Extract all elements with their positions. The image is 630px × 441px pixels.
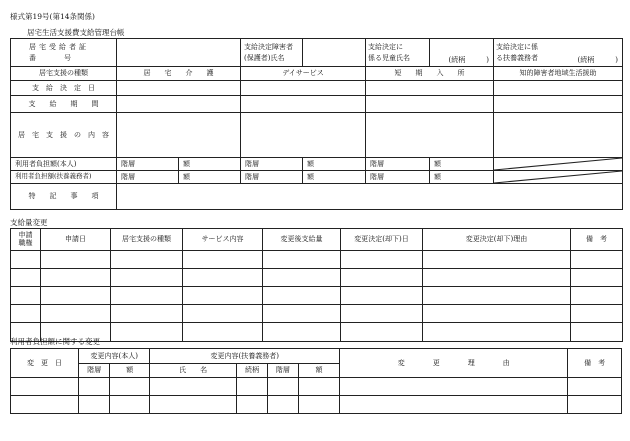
table-cell[interactable] (41, 287, 111, 305)
user-change-label: 変更内容(本人) (79, 349, 150, 364)
child-relation-label: (続柄 ) (448, 55, 489, 64)
guardian-cell[interactable]: 支給決定に係 る扶養義務者 (続柄 ) (494, 39, 623, 67)
table-cell[interactable] (150, 396, 237, 414)
notes-label: 特 記 事 項 (11, 184, 117, 210)
service-type-home-care: 居 宅 介 護 (117, 67, 241, 81)
table-cell[interactable] (568, 396, 622, 414)
new-quantity-header: 変更後支給量 (263, 229, 341, 251)
table-cell[interactable] (571, 287, 623, 305)
burden-user-tier-2[interactable]: 階層 (241, 158, 303, 171)
table-cell[interactable] (341, 251, 423, 269)
table-row (11, 287, 623, 305)
change-date-label: 変 更 日 (11, 349, 79, 378)
burden-user-tier-1[interactable]: 階層 (117, 158, 179, 171)
table-cell[interactable] (263, 269, 341, 287)
table-cell[interactable] (183, 251, 263, 269)
recipient-no-value[interactable] (117, 39, 241, 67)
decision-date-home-care[interactable] (117, 81, 241, 96)
period-label: 支 給 期 間 (11, 96, 117, 113)
burden-section-title: 利用者負担額に関する変更 (10, 337, 100, 346)
burden-user-amount-1[interactable]: 額 (179, 158, 241, 171)
decision-date-group-home[interactable] (494, 81, 623, 96)
table-cell[interactable] (571, 251, 623, 269)
burden-user-label: 利用者負担額(本人) (11, 158, 117, 171)
burden-guardian-tier-2[interactable]: 階層 (241, 171, 303, 184)
content-label: 居 宅 支 援 の 内 容 (11, 113, 117, 158)
service-type-group-home: 知的障害者地域生活援助 (494, 67, 623, 81)
table-cell[interactable] (298, 378, 339, 396)
table-cell[interactable] (183, 269, 263, 287)
disabled-name-value[interactable] (303, 39, 366, 67)
guardian-tier-header: 階層 (267, 364, 298, 378)
table-cell[interactable] (79, 378, 110, 396)
burden-guardian-label: 利用者負担額(扶養義務者) (11, 171, 117, 184)
table-cell[interactable] (41, 269, 111, 287)
decision-date-short-stay[interactable] (366, 81, 494, 96)
table-cell[interactable] (11, 287, 41, 305)
table-cell[interactable] (150, 378, 237, 396)
table-cell[interactable] (110, 378, 150, 396)
content-day-service[interactable] (241, 113, 366, 158)
guardian-label: 支給決定に係 (496, 43, 538, 51)
table-cell[interactable] (41, 251, 111, 269)
table-cell[interactable] (340, 378, 568, 396)
form-number: 様式第19号(第14条関係) (10, 12, 95, 21)
table-cell[interactable] (423, 323, 571, 342)
guardian-amount-header: 額 (298, 364, 339, 378)
table-cell[interactable] (11, 378, 79, 396)
table-cell[interactable] (423, 269, 571, 287)
table-row (11, 396, 622, 414)
remarks-label: 備 考 (568, 349, 622, 378)
child-name-label: 支給決定に 係る児童氏名 (366, 39, 430, 67)
table-cell[interactable] (183, 287, 263, 305)
period-group-home[interactable] (494, 96, 623, 113)
user-amount-header: 額 (110, 364, 150, 378)
decision-date-header: 変更決定(却下)日 (341, 229, 423, 251)
period-short-stay[interactable] (366, 96, 494, 113)
table-cell[interactable] (11, 251, 41, 269)
child-name-value[interactable] (430, 39, 494, 67)
table-cell[interactable] (263, 305, 341, 323)
table-cell[interactable] (341, 287, 423, 305)
table-cell[interactable] (298, 396, 339, 414)
content-home-care[interactable] (117, 113, 241, 158)
quantity-change-table (10, 228, 623, 342)
table-cell[interactable] (41, 305, 111, 323)
table-cell[interactable] (110, 396, 150, 414)
table-cell[interactable] (267, 396, 298, 414)
service-type-day-service: デイサービス (241, 67, 366, 81)
table-cell[interactable] (79, 396, 110, 414)
burden-guardian-tier-3[interactable]: 階層 (366, 171, 430, 184)
main-ledger-table (10, 38, 623, 210)
remarks-header: 備 考 (571, 229, 623, 251)
burden-guardian-amount-1[interactable]: 額 (179, 171, 241, 184)
period-day-service[interactable] (241, 96, 366, 113)
disabled-name-label: 支給決定障害者 (保護者)氏名 (241, 39, 303, 67)
decision-date-day-service[interactable] (241, 81, 366, 96)
reason-label: 変 更 理 由 (340, 349, 568, 378)
table-cell[interactable] (111, 305, 183, 323)
page-title: 居宅生活支援費支給管理台帳 (27, 28, 125, 37)
period-home-care[interactable] (117, 96, 241, 113)
content-short-stay[interactable] (366, 113, 494, 158)
burden-guardian-amount-2[interactable]: 額 (303, 171, 366, 184)
table-cell[interactable] (267, 378, 298, 396)
table-row (11, 323, 623, 342)
burden-change-table (10, 348, 622, 414)
table-cell[interactable] (423, 305, 571, 323)
table-cell[interactable] (236, 396, 267, 414)
table-cell[interactable] (263, 323, 341, 342)
table-cell[interactable] (111, 269, 183, 287)
table-cell[interactable] (11, 396, 79, 414)
table-row (11, 269, 623, 287)
user-tier-header: 階層 (79, 364, 110, 378)
burden-user-amount-3[interactable]: 額 (430, 158, 494, 171)
guardian-name-header: 氏 名 (150, 364, 237, 378)
service-content-header: サービス内容 (183, 229, 263, 251)
table-cell[interactable] (571, 305, 623, 323)
request-date-header: 申請日 (41, 229, 111, 251)
table-cell[interactable] (423, 287, 571, 305)
table-cell[interactable] (341, 269, 423, 287)
table-cell[interactable] (263, 287, 341, 305)
change-section-title: 支給量変更 (10, 218, 48, 227)
table-cell[interactable] (183, 323, 263, 342)
table-cell[interactable] (183, 305, 263, 323)
table-row (11, 378, 622, 396)
table-cell[interactable] (571, 323, 623, 342)
content-group-home[interactable] (494, 113, 623, 158)
service-type-short-stay: 短 期 入 所 (366, 67, 494, 81)
burden-user-tier-3[interactable]: 階層 (366, 158, 430, 171)
decision-date-label: 支 給 決 定 日 (11, 81, 117, 96)
guardian-change-label: 変更内容(扶養義務者) (150, 349, 340, 364)
table-cell[interactable] (341, 305, 423, 323)
table-cell[interactable] (111, 287, 183, 305)
burden-user-amount-2[interactable]: 額 (303, 158, 366, 171)
table-cell[interactable] (111, 251, 183, 269)
table-row (11, 251, 623, 269)
table-cell[interactable] (11, 305, 41, 323)
table-cell[interactable] (423, 251, 571, 269)
service-type-header: 居宅支援の種類 (111, 229, 183, 251)
table-cell[interactable] (236, 378, 267, 396)
recipient-no-label: 居宅受給者証 番 号 (11, 39, 117, 67)
burden-guardian-amount-3[interactable]: 額 (430, 171, 494, 184)
service-type-label: 居宅支援の種類 (11, 67, 117, 81)
table-cell[interactable] (263, 251, 341, 269)
guardian-relation-label: (続柄 ) (577, 55, 618, 64)
table-cell[interactable] (341, 323, 423, 342)
table-row (11, 305, 623, 323)
decision-reason-header: 変更決定(却下)理由 (423, 229, 571, 251)
table-cell[interactable] (111, 323, 183, 342)
burden-guardian-group-home-void (494, 171, 623, 184)
table-cell[interactable] (340, 396, 568, 414)
burden-user-group-home-void (494, 158, 623, 171)
table-cell[interactable] (571, 269, 623, 287)
request-type-header: 申請 職権 (11, 229, 41, 251)
table-cell[interactable] (568, 378, 622, 396)
guardian-relation-header: 続柄 (236, 364, 267, 378)
burden-guardian-tier-1[interactable]: 階層 (117, 171, 179, 184)
table-cell[interactable] (11, 269, 41, 287)
notes-value[interactable] (117, 184, 623, 210)
